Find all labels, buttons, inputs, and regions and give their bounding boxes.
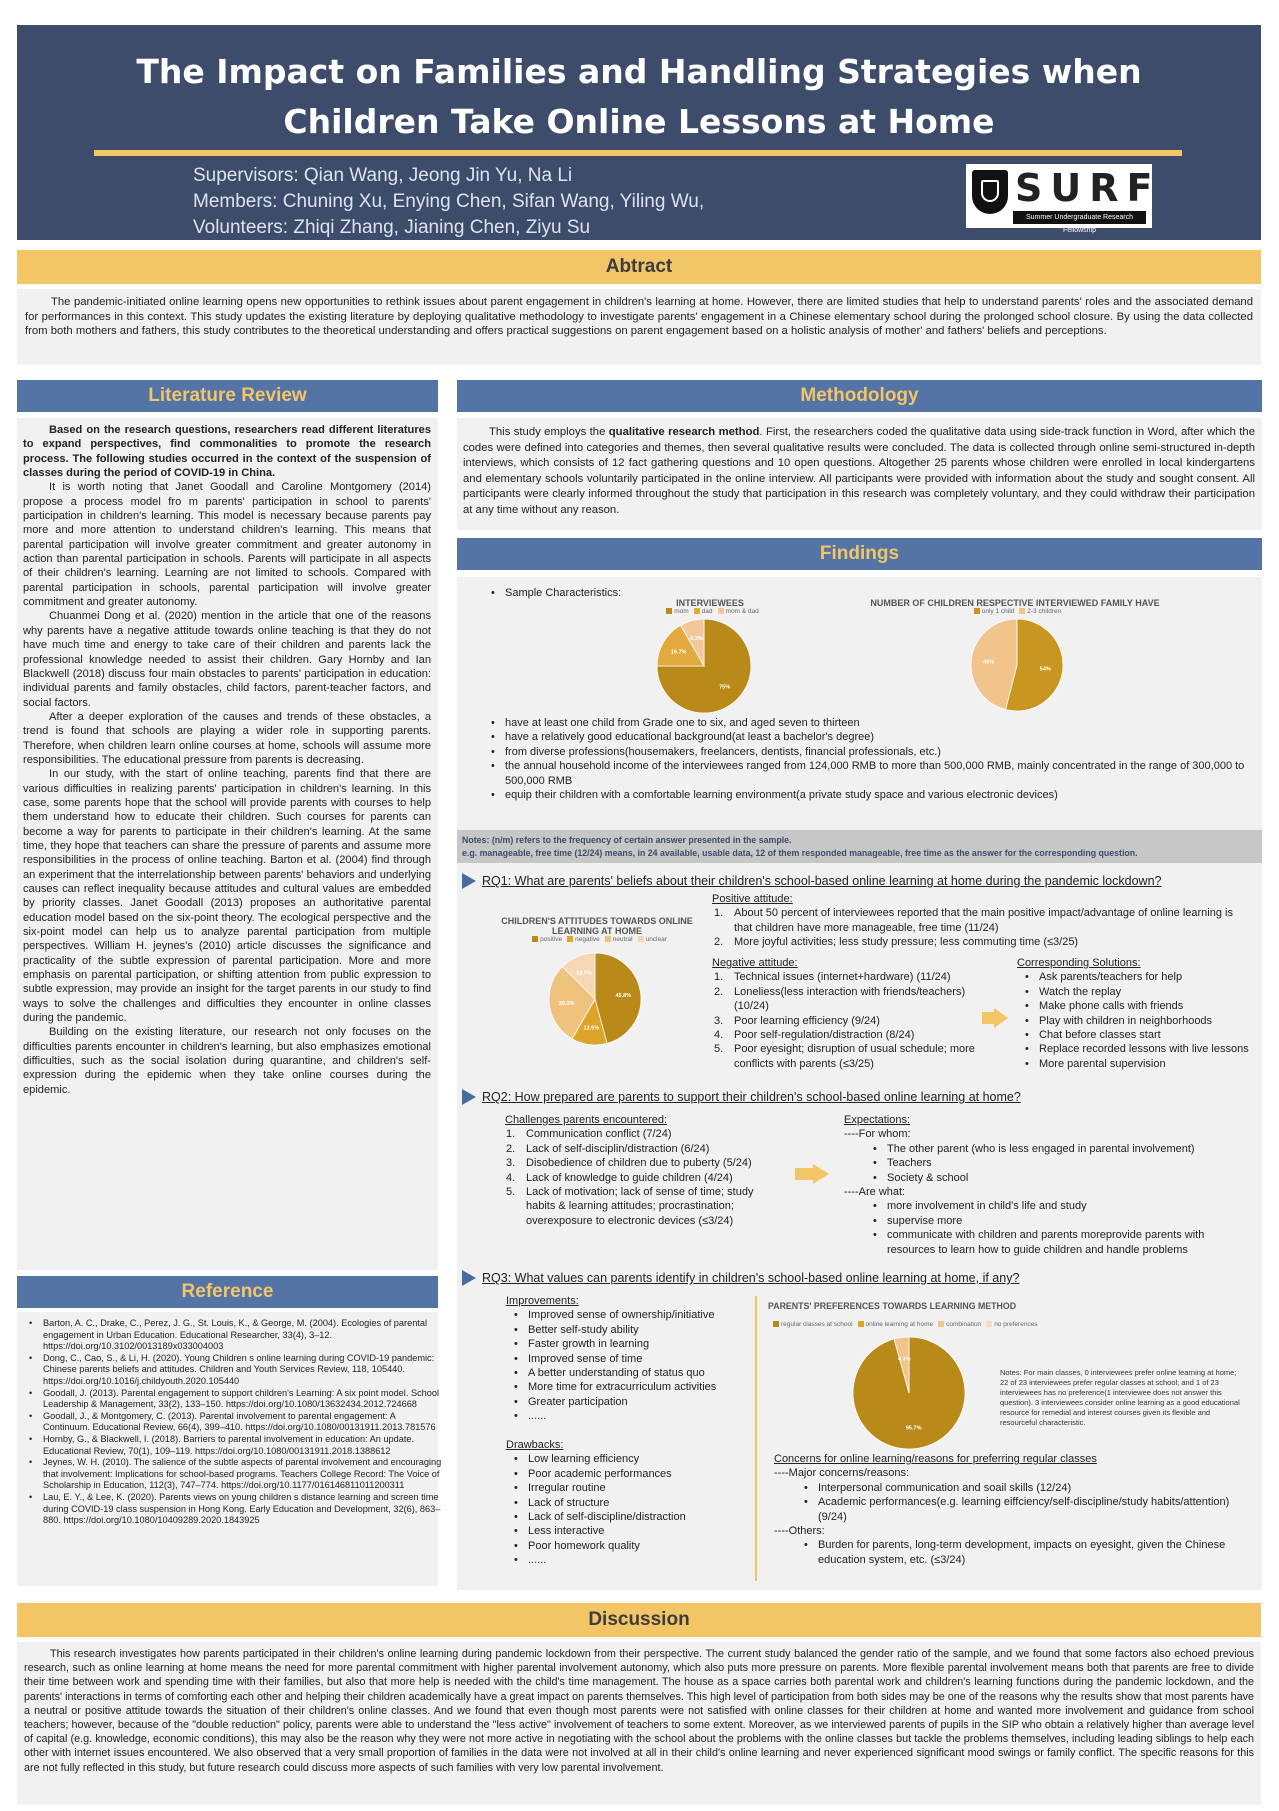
literature-p1: It is worth noting that Janet Goodall and Caroline Montgomery (2014) propose a process model fro m parents' participation in school to parents' participation in children's learning. This model is necessary because parents pay more and more attention to understand children's learning. This means that parental participation will involve greater commitment and greater autonomy in action than parental participation in schools. Parents will participate in all aspects of their children's learning. Learning are not limited to schools. Compared with parental participation in schools, parental participation will involve greater commitment and greater autonomy. bbox=[23, 481, 431, 609]
sample-characteristic-text: have a relatively good educational background(at least a bachelor's degree) bbox=[505, 731, 875, 744]
surf-logo bbox=[966, 164, 1161, 234]
solution-item-text: Play with children in neighborhoods bbox=[1039, 1014, 1213, 1027]
notes-line-2: e.g. manageable, free time (12/24) means, in 24 available, usable data, 12 of them responded manageable, free time as the answer for the corresponding question. bbox=[462, 848, 1138, 858]
what-item bbox=[887, 1199, 1244, 1213]
whom-item bbox=[887, 1142, 1244, 1156]
attitudes-chart bbox=[486, 916, 708, 943]
sample-characteristic-text: from diverse professions(housemakers, freelancers, dentists, financial professionals, etc.) bbox=[505, 745, 941, 758]
preferences-chart-title: PARENTS' PREFERENCES TOWARDS LEARNING METHOD bbox=[768, 1301, 1017, 1311]
reference-item-text: Lau, E. Y., & Lee, K. (2020). Parents views on young children s distance learning and screen time during COVID-19 class suspension in Hong Kong. Early Education and Development, 32(6), 863–880. https://doi.org/10.1080/10409289.2020.1843925 bbox=[43, 1491, 441, 1526]
legend-label: mom & dad bbox=[725, 608, 759, 615]
legend-swatch bbox=[986, 1321, 992, 1327]
concerns-label: Concerns for online learning/reasons for preferring regular classes bbox=[774, 1453, 1097, 1465]
major-concern-item bbox=[818, 1495, 1244, 1524]
preferences-pie bbox=[852, 1336, 966, 1450]
methodology-text bbox=[463, 425, 1255, 518]
logo-word: SURF bbox=[1015, 166, 1161, 210]
reference-item bbox=[43, 1457, 443, 1492]
positive-item bbox=[714, 935, 1242, 949]
whom-item-text: Society & school bbox=[887, 1171, 969, 1184]
list-number: 2. bbox=[506, 1142, 516, 1155]
legend-swatch bbox=[858, 1321, 864, 1327]
solution-item-text: Chat before classes start bbox=[1039, 1029, 1161, 1042]
challenge-item bbox=[506, 1156, 775, 1170]
legend-label: unclear bbox=[645, 936, 667, 943]
rq1-negative bbox=[712, 956, 997, 1071]
major-concern-item-text: Interpersonal communication and soail skills (12/24) bbox=[818, 1481, 1072, 1494]
negative-item-text: Poor self-regulation/distraction (8/24) bbox=[734, 1029, 915, 1042]
positive-item-text: More joyful activities; less study pressure; less commuting time (≤3/25) bbox=[734, 936, 1079, 949]
drawback-item bbox=[528, 1510, 746, 1524]
literature-p5: Building on the existing literature, our research not only focuses on the difficulties parents encounter in children's learning, but also emphasizes emotional difficulties, such as the social isolation during quarantine, and children's self-expression during the epidemic when they take online courses during the epidemic. bbox=[23, 1026, 431, 1096]
drawback-item bbox=[528, 1452, 746, 1466]
interviewees-chart bbox=[640, 598, 780, 615]
legend-swatch bbox=[567, 936, 573, 942]
drawback-item-text: Low learning efficiency bbox=[528, 1453, 640, 1466]
legend-label: negative bbox=[575, 936, 600, 943]
pie-data-label: 54% bbox=[1039, 666, 1051, 673]
notes-bar bbox=[457, 830, 1262, 863]
legend-label: neutral bbox=[612, 936, 633, 943]
drawback-item-text: Poor academic performances bbox=[528, 1467, 672, 1480]
drawback-item bbox=[528, 1539, 746, 1553]
improvements-list bbox=[506, 1308, 746, 1423]
list-number: 5. bbox=[506, 1186, 516, 1199]
preferences-note: Notes: For main classes, 0 interviewees prefer online learning at home; 22 of 23 interviewees prefer regular classes at school; and 1 of 23 interviewees has no preference(1 interviewee does not answer this question). 3 interviewees consider online learning as a good educational resource for remedial and interest courses given its flexible and resourceful characteristic. bbox=[1000, 1368, 1240, 1427]
preferences-chart bbox=[768, 1301, 1248, 1328]
drawback-item-text: Lack of self-discipline/distraction bbox=[528, 1511, 686, 1524]
rq3-divider bbox=[755, 1296, 757, 1581]
drawback-item-text: Poor homework quality bbox=[528, 1539, 640, 1552]
abstract-heading: Abtract bbox=[17, 250, 1261, 284]
improvement-item-text: A better understanding of status quo bbox=[528, 1367, 705, 1380]
solution-item-text: Ask parents/teachers for help bbox=[1039, 971, 1183, 984]
solutions-list bbox=[1017, 970, 1257, 1071]
negative-item-text: Poor eyesight; disruption of usual schedule; more conflicts with parents (≤3/25) bbox=[734, 1043, 975, 1070]
reference-item-text: Goodall, J., & Montgomery, C. (2013). Parental involvement to parental engagement: A Continuum. Educational Review, 66(4), 399–410. https://doi.org/10.1080/00131911.2013.781576 bbox=[43, 1410, 436, 1433]
challenge-item bbox=[506, 1127, 775, 1141]
reference-item bbox=[43, 1434, 443, 1457]
other-concern-item bbox=[818, 1538, 1244, 1567]
legend-label: online learning at home bbox=[865, 1321, 934, 1328]
legend-swatch bbox=[666, 608, 672, 614]
rq3-drawbacks bbox=[506, 1438, 746, 1568]
improvement-item-text: ...... bbox=[528, 1410, 547, 1423]
legend-swatch bbox=[1019, 608, 1025, 614]
list-number: 1. bbox=[506, 1128, 516, 1141]
crest-icon bbox=[972, 170, 1008, 214]
drawback-item bbox=[528, 1524, 746, 1538]
positive-label: Positive attitude: bbox=[712, 893, 793, 905]
improvement-item bbox=[528, 1366, 746, 1380]
reference-item-text: Dong, C., Cao, S., & Li, H. (2020). Young Children s online learning during COVID-19 pandemic: Chinese parents beliefs and attitudes. Children and Youth Services Review, 118, 105440. https://doi.org/10.1016/j.childyouth.2020.105440 bbox=[43, 1352, 435, 1386]
interviewees-chart-title: INTERVIEWEES bbox=[676, 598, 744, 608]
triangle-icon bbox=[462, 873, 476, 889]
literature-p2: Chuanmei Dong et al. (2020) mention in the article that one of the reasons why parents have a negative attitude towards online teaching is that they do not have much time and energy to take care of their children and parents lack the professional knowledge needed to assist their children. Gary Hornby and Ian Blackwell (2018) discuss four main obstacles to parents' participation in education: individual parents and family obstacles, child factors, parent-teacher factors, and social factors. bbox=[23, 610, 431, 709]
reference-item-text: Hornby, G., & Blackwell, I. (2018). Barriers to parental involvement in education: An update. Educational Review, 70(1), 109–119. https://doi.org/10.1080/00131911.2018.1388612 bbox=[43, 1433, 415, 1456]
reference-item-text: Goodall, J. (2013). Parental engagement to support children's Learning: A six point model. School Leadership & Management, 33(2), 133–150. https://doi.org/10.1080/13632434.2012.724668 bbox=[43, 1387, 440, 1410]
reference-item bbox=[43, 1411, 443, 1434]
drawback-item-text: ...... bbox=[528, 1554, 547, 1567]
members: Members: Chuning Xu, Enying Chen, Sifan Wang, Yiling Wu, bbox=[193, 191, 705, 212]
sample-characteristic bbox=[505, 788, 1270, 802]
volunteers: Volunteers: Zhiqi Zhang, Jianing Chen, Ziyu Su bbox=[193, 217, 591, 238]
drawback-item bbox=[528, 1496, 746, 1510]
improvement-item-text: Greater participation bbox=[528, 1395, 628, 1408]
challenge-item-text: Lack of self-disciplin/distraction (6/24) bbox=[526, 1142, 710, 1155]
rq2-expectations bbox=[844, 1113, 1244, 1257]
what-item-text: more involvement in child's life and study bbox=[887, 1200, 1087, 1213]
challenge-item-text: Disobedience of children due to puberty (5/24) bbox=[526, 1157, 752, 1170]
whom-item bbox=[887, 1171, 1244, 1185]
legend-swatch bbox=[974, 608, 980, 614]
major-concern-item-text: Academic performances(e.g. learning eiffciency/self-discipline/study habits/attention) (9/24) bbox=[818, 1496, 1230, 1523]
legend-swatch bbox=[938, 1321, 944, 1327]
children-legend bbox=[860, 608, 1170, 615]
methodology-panel bbox=[457, 418, 1262, 530]
rq2-challenges bbox=[505, 1113, 775, 1228]
major-concerns-label: ----Major concerns/reasons: bbox=[774, 1467, 910, 1480]
methodology-post: . First, the researchers coded the qualitative data using side-track function in Word, after which the codes were defined into categories and themes, then several qualitative results were concluded. The data is collected through online semi-structured in-depth interviews, which consists of 12 fact gathering questions and 10 open questions. Altogether 25 parents whose children were enrolled in local kindergartens and elementary schools voluntarily participated in the online interview. All participants were provided with information about the study and sought consent. All participants were clearly informed throughout the study that participation in this research was completely voluntary, and they could withdraw their participation at any time without any reason. bbox=[463, 426, 1255, 516]
notes-line-1: Notes: (n/m) refers to the frequency of certain answer presented in the sample. bbox=[462, 835, 792, 845]
legend-label: only 1 child bbox=[981, 608, 1015, 615]
improvement-item bbox=[528, 1337, 746, 1351]
discussion-text: This research investigates how parents participated in their children's online learning during pandemic lockdown from their perspective. The current study balanced the gender ratio of the sample, and we found that some factors also echoed previous research, such as online learning at home means the need for more parental commitment with higher parental involvement autonomy, which also puts more pressure on parents. More flexible parental involvement means both that parents are free to divide their time between work and spending time with their families, but also that more help is needed with the child's time management. The house as a space carries both parental work and children's learning functions during the pandemic lockdown, and the parents' interactions in terms of comforting each other and helping their children academically have a great impact on parents themselves. This high level of participation from both sides may be one of the reasons why the results show that most parents have a neutral or positive attitude towards the situation of their children's online classes. And we found that even though most parents were not satisfied with online classes for their children at home and wanted more involvement and guidance from school teachers; however, because of the "double reduction" policy, parents were able to understand the "less active" involvement of teachers to some extent. Moreover, as we interviewed parents of pupils in the SIP who obtain a relatively higher than average level of capital (e.g. knowledge, economic conditions), this may also be the reason why they were not more active in negotiating with the school about the problems with the online classes but tackle the problems themselves, including leading siblings to help each other with internet issues encountered. We also observed that a very small proportion of families in the data were not involved at all in their child's online learning and never experienced significant mood swings or family conflict. The specific reasons for this are not fully reflected in this study, but future research could discuss more aspects of such families with very low parental involvement. bbox=[24, 1648, 1254, 1774]
solution-item-text: Watch the replay bbox=[1039, 985, 1122, 998]
literature-lead: Based on the research questions, researchers read different literatures to expand perspectives, find commonalities to promote the research process. The following studies occurred in the context of the suspension of classes during the period of COVID-19 in China. bbox=[23, 424, 431, 480]
methodology-bold: qualitative research method bbox=[608, 426, 760, 438]
literature-p4: In our study, with the start of online teaching, parents find that there are various difficulties in realizing parents' participation in children's learning. In this case, some parents hope that the school will provide parents with courses to help them understand how to educate their children. Such courses for parents can become a way for parents to participate in their children's learning. At the same time, they hope that teachers can share the pressure of parents and assume more responsibilities in the process of online teaching. Barton et al. (2004) find through an experiment that the interrelationship between parents' behaviors and underlying causes can reflect inequality because attitudes and cultural values are embedded by priority classes. Janet Goodall (2013) proposes an authoritative parental education model based on the six-point theory. The ecological perspective and the six-point model can help us to analyze parental participation from multiple perspectives. William H. jeynes's (2010) article discusses the significance and practicality of the subtle expression of parental participation. More and more emphasis on parental participation, or shifting attention from public expression to subtle expression, may provide an insight for the target parents in our study to find ways to solve the challenges and difficulties they encounter in online classes during the pandemic. bbox=[23, 768, 431, 1025]
improvement-item-text: Better self-study ability bbox=[528, 1323, 639, 1336]
challenges-list bbox=[505, 1127, 775, 1228]
other-concern-item-text: Burden for parents, long-term development, impacts on eyesight, given the Chinese education system, etc. (≤3/24) bbox=[818, 1539, 1226, 1566]
challenge-item bbox=[506, 1142, 775, 1156]
solution-item bbox=[1039, 1042, 1257, 1056]
solution-item bbox=[1039, 970, 1257, 984]
poster-title bbox=[17, 47, 1261, 147]
legend-label: mom bbox=[674, 608, 689, 615]
improvement-item bbox=[528, 1380, 746, 1394]
pie-data-label: 12.5% bbox=[583, 1025, 600, 1032]
negative-item-text: Poor learning efficiency (9/24) bbox=[734, 1014, 880, 1027]
pie-data-label: 12.5% bbox=[576, 970, 592, 977]
negative-item bbox=[714, 1014, 997, 1028]
list-number: 5. bbox=[714, 1043, 724, 1056]
pie-data-label: 8.3% bbox=[690, 635, 703, 642]
positive-item-text: About 50 percent of interviewees reported that the main positive impact/advantage of online learning is that children have more manageable, free time (11/24) bbox=[734, 907, 1233, 934]
improvement-item bbox=[528, 1395, 746, 1409]
sample-characteristic bbox=[505, 759, 1270, 788]
major-concerns-list bbox=[774, 1481, 1244, 1524]
list-number: 1. bbox=[714, 907, 724, 920]
legend-swatch bbox=[638, 936, 644, 942]
reference-panel bbox=[17, 1312, 442, 1586]
title-line-2: Children Take Online Lessons at Home bbox=[283, 102, 995, 141]
challenge-item-text: Lack of motivation; lack of sense of time; study habits & learning attitudes; procrastination; overexposure to electronic devices (≤3/24) bbox=[526, 1186, 754, 1227]
solutions-label: Corresponding Solutions: bbox=[1017, 957, 1141, 969]
legend-swatch bbox=[532, 936, 538, 942]
what-item-text: communicate with children and parents moreprovide parents with resources to learn how to guide children and handle problems bbox=[887, 1229, 1205, 1256]
negative-item-text: Technical issues (internet+hardware) (11/24) bbox=[734, 971, 951, 984]
whom-item bbox=[887, 1156, 1244, 1170]
rq3-title: RQ3: What values can parents identify in children's school-based online learning at home, if any? bbox=[462, 1270, 1019, 1286]
triangle-icon bbox=[462, 1270, 476, 1286]
discussion-panel bbox=[17, 1642, 1261, 1805]
poster-header bbox=[17, 25, 1261, 240]
methodology-pre: This study employs the bbox=[489, 426, 609, 438]
supervisors: Supervisors: Qian Wang, Jeong Jin Yu, Na Li bbox=[193, 165, 573, 186]
pie-data-label: 29.2% bbox=[558, 1000, 575, 1007]
pie-data-label: 75% bbox=[719, 684, 731, 691]
abstract-text: The pandemic-initiated online learning opens new opportunities to rethink issues about parent engagement in children's learning at home. However, there are limited studies that help to understand parents' roles and the associated demand for performances in this context. This study updates the existing literature by deploying qualitative methodology to investigate parents' engagement in a Chinese elementary school during the prolonged school closure. By using the data collected from both mothers and fathers, this study contributes to the theoretical understanding and offers practical suggestions on parent engagement based on a holistic analysis of mother' and fathers' beliefs and perceptions. bbox=[25, 296, 1253, 338]
drawback-item bbox=[528, 1481, 746, 1495]
interviewees-legend bbox=[640, 608, 780, 615]
legend-swatch bbox=[718, 608, 724, 614]
list-number: 2. bbox=[714, 985, 724, 998]
pie-data-label: 4.3% bbox=[898, 1356, 911, 1363]
improvement-item-text: Improved sense of ownership/initiative bbox=[528, 1309, 715, 1322]
drawback-item-text: Less interactive bbox=[528, 1525, 605, 1538]
literature-panel bbox=[17, 418, 438, 1270]
literature-p3: After a deeper exploration of the causes and trends of these obstacles, a trend is found that schools are playing a wider role in supporting parents. Therefore, when children learn online courses at home, schools will assume more responsibilities. The educational pressure from parents is decreasing. bbox=[23, 710, 431, 766]
list-number: 4. bbox=[506, 1171, 516, 1184]
reference-heading: Reference bbox=[17, 1276, 438, 1308]
negative-item bbox=[714, 970, 997, 984]
pie-data-label: 46% bbox=[983, 659, 995, 666]
challenge-item-text: Communication conflict (7/24) bbox=[526, 1128, 672, 1141]
legend-label: 2-3 children bbox=[1027, 608, 1062, 615]
rq1-positive bbox=[712, 892, 1242, 950]
pie-data-label: 95.7% bbox=[905, 1425, 922, 1432]
list-number: 3. bbox=[714, 1014, 724, 1027]
arrow-icon bbox=[795, 1168, 813, 1180]
sample-characteristic-text: the annual household income of the interviewees ranged from 124,000 RMB to more than 500,000 RMB, mainly concentrated in the range of 300,000 to 500,000 RMB bbox=[505, 760, 1245, 787]
expectations-label: Expectations: bbox=[844, 1114, 911, 1126]
solution-item bbox=[1039, 1014, 1257, 1028]
drawback-item bbox=[528, 1553, 746, 1567]
findings-heading: Findings bbox=[457, 538, 1262, 570]
solution-item-text: More parental supervision bbox=[1039, 1057, 1166, 1070]
positive-item bbox=[714, 906, 1242, 935]
title-divider bbox=[94, 150, 1182, 156]
negative-item bbox=[714, 1028, 997, 1042]
challenges-label: Challenges parents encountered: bbox=[505, 1114, 668, 1126]
reference-item bbox=[43, 1318, 443, 1353]
negative-label: Negative attitude: bbox=[712, 957, 798, 969]
solution-item bbox=[1039, 985, 1257, 999]
legend-swatch bbox=[773, 1321, 779, 1327]
list-number: 4. bbox=[714, 1029, 724, 1042]
improvement-item bbox=[528, 1323, 746, 1337]
legend-label: regular classes at school bbox=[781, 1321, 853, 1328]
title-line-1: The Impact on Families and Handling Strategies when bbox=[136, 52, 1142, 91]
legend-swatch bbox=[605, 936, 611, 942]
pie-data-label: 45.8% bbox=[615, 993, 632, 1000]
improvement-item bbox=[528, 1409, 746, 1423]
are-what-list bbox=[844, 1199, 1244, 1257]
improvement-item bbox=[528, 1308, 746, 1322]
reference-item-text: Barton, A. C., Drake, C., Perez, J. G., St. Louis, K., & George, M. (2004). Ecologies of parental engagement in Urban Education. Educational Researcher, 33(4), 3–12. https://doi.org/10.3102/0013189x033004003 bbox=[43, 1318, 428, 1352]
negative-list bbox=[712, 970, 997, 1071]
what-item bbox=[887, 1228, 1244, 1257]
list-number: 2. bbox=[714, 936, 724, 949]
improvement-item bbox=[528, 1352, 746, 1366]
for-whom-list bbox=[844, 1142, 1244, 1185]
pie-data-label: 16.7% bbox=[670, 649, 687, 656]
drawback-item-text: Irregular routine bbox=[528, 1482, 606, 1495]
rq1-title: RQ1: What are parents' beliefs about their children's school-based online learning at home during the pandemic lockdown? bbox=[462, 873, 1161, 889]
major-concern-item bbox=[818, 1481, 1244, 1495]
rq3-concerns bbox=[774, 1452, 1244, 1567]
children-pie bbox=[970, 618, 1064, 712]
others-label: ----Others: bbox=[774, 1525, 825, 1538]
preferences-legend bbox=[768, 1321, 1248, 1328]
legend-label: positive bbox=[540, 936, 563, 943]
improvements-label: Improvements: bbox=[506, 1295, 579, 1307]
discussion-heading: Discussion bbox=[17, 1603, 1261, 1637]
solution-item bbox=[1039, 1057, 1257, 1071]
interviewees-pie bbox=[656, 618, 752, 714]
whom-item-text: Teachers bbox=[887, 1157, 932, 1170]
children-chart bbox=[860, 598, 1170, 615]
rq2-title: RQ2: How prepared are parents to support their children's school-based online learning at home? bbox=[462, 1089, 1021, 1105]
drawbacks-label: Drawbacks: bbox=[506, 1439, 564, 1451]
sample-characteristics-list bbox=[483, 716, 1270, 802]
sample-characteristic-text: have at least one child from Grade one to six, and aged seven to thirteen bbox=[505, 717, 860, 729]
abstract-panel bbox=[17, 289, 1261, 365]
sample-characteristic-text: equip their children with a comfortable learning environment(a private study space and various electronic devices) bbox=[505, 789, 1058, 802]
triangle-icon bbox=[462, 1089, 476, 1105]
legend-label: combination bbox=[946, 1321, 982, 1328]
arrow-icon bbox=[982, 1012, 994, 1024]
reference-item bbox=[43, 1353, 443, 1388]
rq3-improvements bbox=[506, 1294, 746, 1424]
solution-item-text: Replace recorded lessons with live lessons bbox=[1039, 1043, 1249, 1056]
what-item-text: supervise more bbox=[887, 1214, 963, 1227]
attitudes-legend bbox=[486, 936, 708, 943]
list-number: 1. bbox=[714, 971, 724, 984]
legend-label: dad bbox=[701, 608, 713, 615]
challenge-item-text: Lack of knowledge to guide children (4/24) bbox=[526, 1171, 733, 1184]
sample-label: • Sample Characteristics: bbox=[505, 586, 705, 600]
logo-tagline: Summer Undergraduate Research Fellowship bbox=[1013, 211, 1146, 224]
improvement-item-text: Faster growth in learning bbox=[528, 1338, 650, 1351]
drawbacks-list bbox=[506, 1452, 746, 1567]
rq1-solutions bbox=[1017, 956, 1257, 1071]
children-chart-title: NUMBER OF CHILDREN RESPECTIVE INTERVIEWED FAMILY HAVE bbox=[870, 598, 1160, 608]
people-list bbox=[193, 163, 704, 241]
drawback-item bbox=[528, 1467, 746, 1481]
sample-characteristic bbox=[505, 730, 1270, 744]
reference-list bbox=[25, 1318, 443, 1527]
sample-characteristic bbox=[505, 745, 1270, 759]
whom-item-text: The other parent (who is less engaged in parental involvement) bbox=[887, 1142, 1195, 1155]
improvement-item-text: More time for extracurriculum activities bbox=[528, 1381, 717, 1394]
challenge-item bbox=[506, 1185, 775, 1228]
methodology-heading: Methodology bbox=[457, 380, 1262, 412]
reference-item bbox=[43, 1492, 443, 1527]
solution-item-text: Make phone calls with friends bbox=[1039, 1000, 1184, 1013]
what-item bbox=[887, 1214, 1244, 1228]
improvement-item-text: Improved sense of time bbox=[528, 1352, 643, 1365]
positive-list bbox=[712, 906, 1242, 949]
are-what-label: ----Are what: bbox=[844, 1186, 906, 1199]
for-whom-label: ----For whom: bbox=[844, 1128, 911, 1141]
legend-swatch bbox=[694, 608, 700, 614]
drawback-item-text: Lack of structure bbox=[528, 1496, 610, 1509]
challenge-item bbox=[506, 1171, 775, 1185]
reference-item bbox=[43, 1388, 443, 1411]
attitudes-pie bbox=[548, 952, 642, 1046]
others-list bbox=[774, 1538, 1244, 1567]
solution-item bbox=[1039, 1028, 1257, 1042]
negative-item bbox=[714, 1042, 997, 1071]
sample-characteristic bbox=[505, 716, 1270, 730]
literature-heading: Literature Review bbox=[17, 380, 438, 412]
negative-item bbox=[714, 985, 997, 1014]
solution-item bbox=[1039, 999, 1257, 1013]
legend-label: no preferences bbox=[994, 1321, 1038, 1328]
attitudes-chart-title: CHILDREN'S ATTITUDES TOWARDS ONLINE LEARNING AT HOME bbox=[501, 916, 693, 936]
negative-item-text: Loneliess(less interaction with friends/teachers) (10/24) bbox=[734, 985, 966, 1013]
list-number: 3. bbox=[506, 1157, 516, 1170]
reference-item-text: Jeynes, W. H. (2010). The salience of the subtle aspects of parental involvement and encouraging that involvement: Implications for school-based programs. Teachers College Record: The Voice of Scholarship in Education, 112(3), 747–774. https://doi.org/10.1177/016146811011200311 bbox=[43, 1457, 442, 1491]
